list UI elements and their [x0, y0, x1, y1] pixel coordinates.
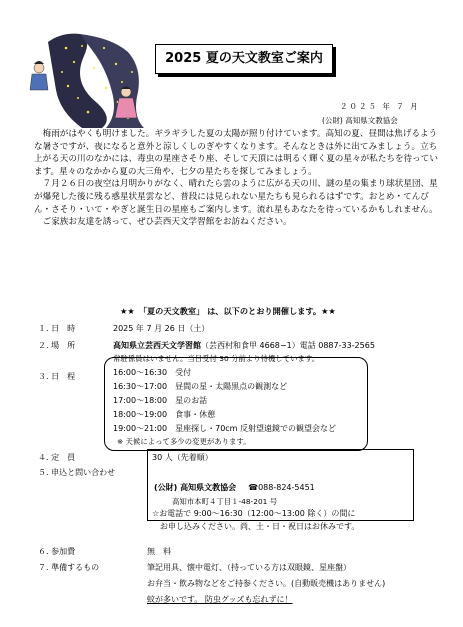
fee-label: ６. 参加費 — [38, 547, 76, 556]
tanabata-illustration — [22, 28, 154, 130]
schedule-label: ３. 日 程 — [38, 372, 76, 381]
place-label: ２. 場 所 — [38, 341, 76, 350]
date-label: １. 日 時 — [38, 324, 76, 333]
contact-address: 高知市本町４丁目１-48-201 号 — [172, 497, 278, 506]
bring-warning: 蚊が多いです。 防虫グッズも忘れずに！ — [147, 595, 293, 604]
intro-text — [34, 128, 442, 229]
contact-phone: ☎088-824-5451 — [248, 483, 315, 492]
date-value: 2025 年 7 月 26 日（土） — [113, 324, 210, 333]
fee-value: 無 料 — [147, 547, 171, 556]
bring-item: 筆記用具、懐中電灯、（持っている方は双眼鏡、星座盤） — [147, 563, 351, 572]
contact-org: (公財) 高知県文教協会 — [154, 483, 237, 492]
hikoboshi-figure — [30, 61, 48, 90]
issuer-org: (公財) 高知県文教協会 — [322, 116, 398, 125]
place-detail: （芸西村和食甲 4668−1）電話 0887-33-2565 — [201, 341, 375, 350]
place-name: 高知県立芸西天文学習館 — [113, 341, 201, 350]
schedule-footnote: ※ 天候によって多少の変更があります。 — [117, 437, 251, 446]
intro-paragraph: 梅雨がはやくも明けました。ギラギラした夏の太陽が照り付けています。高知の夏、昼間は焦げるような暑さですが、夜になると意外と涼しくしのぎやすくなります。そんなときは外に出てみましょう。立ち上がる天の川のなかには、毒虫の星座さそり座、そして天頂には明るく輝く夏の星々が私たちを待っています。星々のなかから夏の大三角や、七夕の星たちを探してみましょう。 — [34, 129, 438, 177]
schedule-item: 19:00～21:00 星座探し・70cm 反射望遠鏡での観望会など — [113, 424, 337, 433]
contact-label: ５. 申込と問い合わせ — [38, 468, 116, 477]
section-heading: ★★ 「夏の天文教室」 は、以下のとおり開催します。★★ — [120, 306, 336, 316]
bring-label: ７. 準備するもの — [38, 563, 100, 572]
schedule-item: 18:00～19:00 食事・休憩 — [113, 410, 216, 419]
intro-paragraph: ７月２６日の夜空は月明かりがなく、晴れたら雲のように広がる天の川、謎の星の集まり球状星団、星が爆発した後に残る惑星状星雲など、普段には見られない星たちも見られるはずです。おとめ・てんびん・さそり・いて・やぎと誕生日の星座もご案内します。流れ星もあなたを待っているかもしれません。 — [34, 179, 438, 215]
intro-paragraph: ご家族お友達を誘って、ぜひ芸西天文学習館をお訪ねください。 — [42, 217, 292, 228]
schedule-item: 16:00～16:30 受付 — [113, 368, 192, 377]
schedule-note: 常駐係員はいません。当日受付 30 分前より待機しています。 — [113, 354, 320, 363]
schedule-item: 17:00～18:00 星のお話 — [113, 396, 208, 405]
contact-hours: ☆お電話で 9:00～16:30（12:00～13:00 除く）の間に — [152, 509, 356, 518]
page-title: 2025 夏の天文教室ご案内 — [155, 44, 333, 74]
issue-date: ２０２５ 年 ７ 月 — [340, 102, 420, 111]
capacity-value: 30 人（先着順） — [152, 453, 213, 462]
contact-hours: お申し込みください。尚、土・日・祝日はお休みです。 — [160, 522, 360, 531]
capacity-label: ４. 定 員 — [38, 453, 76, 462]
bring-item: お弁当・飲み物などをご持参ください。(自動販売機はありません) — [147, 579, 386, 588]
schedule-item: 16:30～17:00 昼間の星・太陽黒点の観測など — [113, 382, 288, 391]
